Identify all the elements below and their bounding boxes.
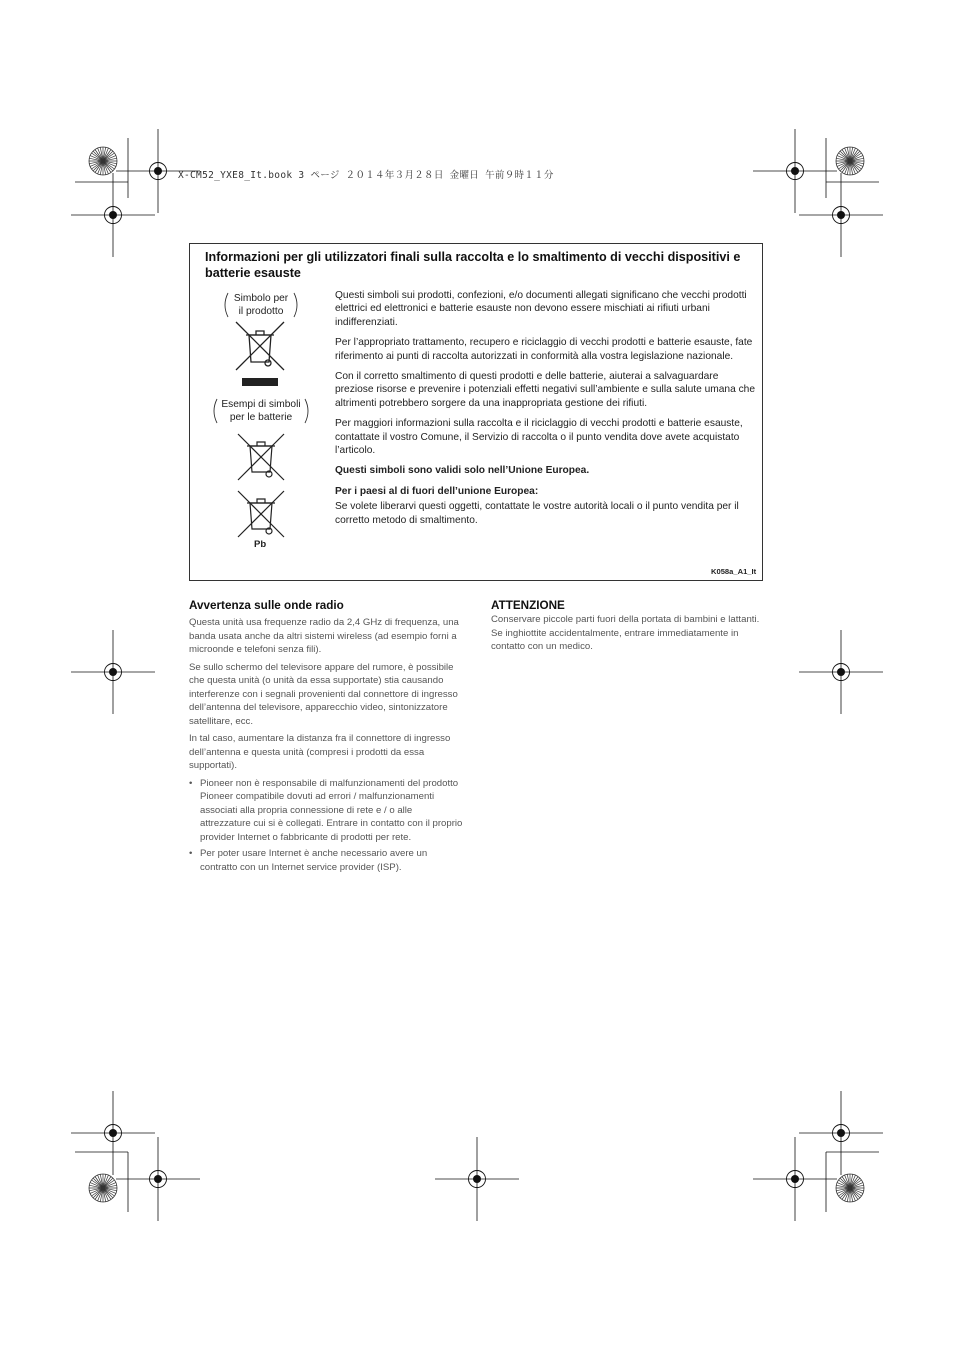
radio-paragraph-3: In tal caso, aumentare la distanza fra il connettore di ingresso dell’antenna e questa unità (compresi i prodotti da essa supportati).	[189, 733, 451, 771]
radio-warning-heading: Avvertenza sulle onde radio	[189, 599, 344, 612]
battery-symbols-label	[210, 397, 312, 425]
bullet-symbol: •	[189, 777, 193, 789]
bullet-symbol: •	[189, 848, 193, 859]
notice-paragraph-2: Per l’appropriato trattamento, recupero e riciclaggio di vecchi prodotti e batterie esauste, fate riferimento ai punti di raccolta autorizzati in conformità alla vostra legislazione nazionale.	[335, 337, 753, 362]
radio-paragraph-1: Questa unità usa frequenze radio da 2,4 GHz di frequenza, una banda usata anche da altri sistemi wireless (ad esempio forni a microonde e telefoni senza fili).	[189, 617, 459, 655]
pb-label: Pb	[254, 539, 267, 550]
non-eu-heading: Per i paesi al di fuori dell’unione Europea:	[335, 485, 539, 497]
attenzione-heading: ATTENZIONE	[491, 599, 565, 612]
radio-warning-body	[189, 616, 465, 877]
radio-bullet-1-text: Pioneer non è responsabile di malfunzionamenti del prodotto Pioneer compatibile dovuti ad errori / malfunzionamenti associati alla propria connessione di rete e / o alle attrezzature cui si è collegati. Entrare in contatto con il proprio provider Internet o fabbricante di prodotti per rete.	[200, 777, 463, 843]
notice-paragraph-3: Con il corretto smaltimento di questi prodotti e delle batterie, aiuterai a salvaguardare preziose risorse e prevenire i potenziali effetti negativi sull’ambiente e sulla salute umana che altrimenti potrebbero sorgere da una inappropriata gestione dei rifiuti.	[335, 371, 755, 409]
radio-paragraph-2: Se sullo schermo del televisore appare del rumore, è possibile che questa unità (o unità da essa supportate) stia causando interferenze con i segnali provenienti dal connettore di ingresso dell’antenna del televisore, apparecchio video, sintonizzatore satellitare, ecc.	[189, 661, 458, 727]
crossed-bin-battery-icon	[236, 432, 286, 484]
radio-bullet-2	[189, 847, 465, 874]
document-code: K058a_A1_It	[711, 567, 757, 576]
battery-label-line-2: per le batterie	[229, 412, 293, 423]
product-label-line-2: il prodotto	[238, 306, 284, 317]
eu-note: Questi simboli sono validi solo nell’Unione Europea.	[335, 465, 590, 477]
product-label-line-1: Simbolo per	[233, 293, 289, 304]
attenzione-text: Conservare piccole parti fuori della portata di bambini e lattanti. Se inghiottite accidentalmente, entrare immediatamente in contatto con un medico.	[491, 614, 760, 652]
radio-bullet-2-text: Per poter usare Internet è anche necessario avere un contratto con un Internet service provider (ISP).	[200, 848, 428, 873]
notice-paragraph-4: Per maggiori informazioni sulla raccolta e il riciclaggio di vecchi prodotti e batterie esauste, contattate il vostro Comune, il Servizio di raccolta o il punto vendita dove avete acquistato l’articolo.	[335, 418, 743, 457]
crossed-bin-battery-pb-icon	[236, 489, 286, 541]
notice-paragraphs	[335, 289, 755, 534]
battery-label-line-1: Esempi di simboli	[221, 399, 301, 410]
radio-bullet-1	[189, 777, 465, 845]
product-symbol-label	[221, 291, 301, 319]
print-header: X-CM52_YXE8_It.book 3 ページ ２０１４年３月２８日 金曜日 午前９時１１分	[178, 170, 554, 181]
disposal-notice-title: Informazioni per gli utilizzatori finali sulla raccolta e lo smaltimento di vecchi dispositivi e batterie esauste	[205, 250, 741, 280]
crossed-bin-product-icon	[234, 320, 286, 388]
notice-paragraph-1: Questi simboli sui prodotti, confezioni, e/o documenti allegati significano che vecchi prodotti elettrici ed elettronici e batterie esauste non devono essere mischiati ai rifiuti urbani indifferenziati.	[335, 290, 747, 328]
non-eu-text: Se volete liberarvi questi oggetti, contattate le vostre autorità locali o il punto vendita per il corretto metodo di smaltimento.	[335, 501, 739, 526]
